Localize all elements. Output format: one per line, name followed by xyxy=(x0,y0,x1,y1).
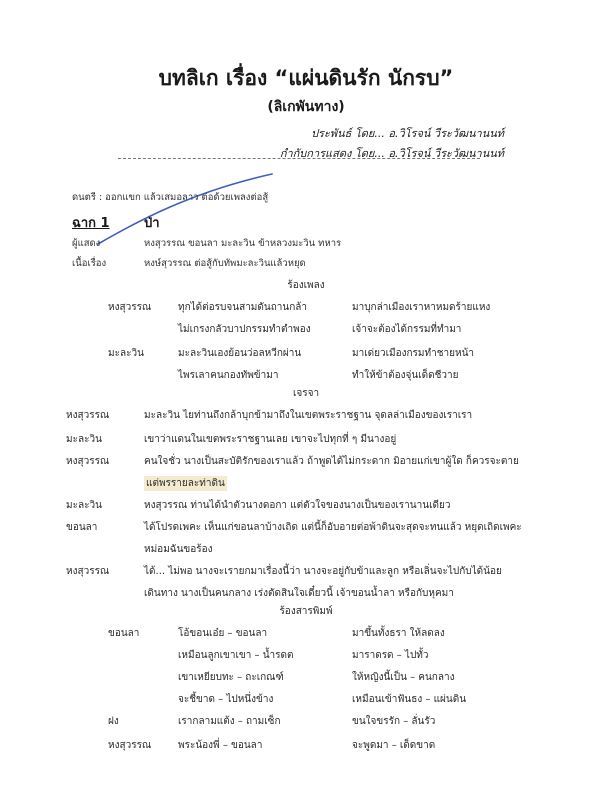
song-verse-left: เรากลามแต้ง – ถามเซ็ก xyxy=(178,716,281,727)
dialogue-text-continued: หม่อมฉันขอร้อง xyxy=(144,544,213,555)
song-verse-right: ทำให้ข้าต้องจุ่นเด็ดชีวาย xyxy=(352,370,459,381)
dialogue-text: ได้โปรดเพคะ เห็นแก่ขอนลาบ้างเถิด แต่นี้ก็อับอายต่อพ้าดินจะสุดจะทนแล้ว หยุดเถิดเพคะ xyxy=(144,522,522,533)
cast-value: หงสุวรรณ ขอนลา มะละวิน ข้าหลวงมะวิน ทหาร xyxy=(144,238,342,249)
song-verse-right: มาบุกล่าเมืองเราหาหมดร้ายแหง xyxy=(352,302,491,313)
song-verse-right: เจ้าจะต้องได้กรรมที่ทำมา xyxy=(352,324,462,335)
dialogue-speaker: หงสุวรรณ xyxy=(66,456,110,467)
song-speaker: ขอนลา xyxy=(108,628,140,639)
dialogue-heading: เจรจา xyxy=(292,388,320,399)
song-speaker: มะละวิน xyxy=(108,348,144,359)
dialogue-speaker: ขอนลา xyxy=(66,522,98,533)
song-verse-left: จะชี้ขาด – ไปหนึ่งข้าง xyxy=(178,694,274,705)
document-subtitle: (ลิเกพันทาง) xyxy=(267,99,345,115)
plot-label: เนื้อเรื่อง xyxy=(72,258,107,269)
dialogue-speaker: มะละวิน xyxy=(66,500,102,511)
song-verse-left: มะละวินเองย้อนว่อลหวีกผ่าน xyxy=(178,348,302,359)
song-speaker: หงสุวรรณ xyxy=(108,740,152,751)
document-title: บทลิเก เรื่อง “แผ่นดินรัก นักรบ” xyxy=(158,66,454,90)
song-verse-right: มาราดรด – ไปทั้ว xyxy=(352,650,429,661)
music-cue: ดนตรี : ออกแขก แล้วเสมอลาว ต่อด้วยเพลงต่อสู้ xyxy=(72,192,269,203)
dialogue-speaker: หงสุวรรณ xyxy=(66,410,110,421)
highlighted-phrase: แต่พรรายละท่าดิน xyxy=(146,478,225,489)
dialogue-text: เขาว่าแดนในเขตพระราชฐานเลย เขาจะไปทุกที่ ๆ มีนางอยู่ xyxy=(144,434,397,445)
song-verse-left: ไม่เกรงกลัวบาปกรรมทำตำพอง xyxy=(178,324,311,335)
song-verse-right: มาเด่ยวเมืองกรมทำชายหน้า xyxy=(352,348,475,359)
song-verse-right: ขนใจขรรัก – ลั่นรัว xyxy=(352,716,436,727)
song-verse-right: จะพูดมา – เด็ดขาด xyxy=(352,740,436,751)
writer-credit: ประพันธ์ โดย... อ.วิโรจน์ วีระวัฒนานนท์ xyxy=(311,127,504,140)
song-verse-left: เหมือนลูกเขาเขา – น้ำรดต xyxy=(178,650,294,661)
dialogue-text: มะละวิน ไยท่านถึงกล้าบุกข้ามาถึงในเขตพระราชฐาน จุดลล่าเมืองของเราเรา xyxy=(144,410,473,421)
song-verse-right: ให้หญิงนี้เป็น – คนกลาง xyxy=(352,672,455,683)
dialogue-text: ได้... ไม่พอ นางจะเรายกมาเรื่องนี้ว่า นางจะอยู่กับข้าและลูก หรือเลิ่นจะไปกับได้น้อย xyxy=(144,566,502,577)
scene-number: ฉาก 1 xyxy=(72,216,110,231)
song-verse-left: ทุกได้ต่อรบจนสามดันถานกล้า xyxy=(178,302,308,313)
plot-value: หงษ์สุวรรณ ต่อสู้กับทัพมะละวินแล้วหยุด xyxy=(144,258,306,269)
song-verse-left: โอ้ขอนเอ๋ย – ขอนลา xyxy=(178,628,268,639)
director-credit: กำกับการแสดง โดย... อ.วิโรจน์ วีระวัฒนานนท์ xyxy=(279,147,504,160)
song-verse-left: เขาเหยียบทะ – ถะเกณฑ์ xyxy=(178,672,284,683)
song-speaker: หงสุวรรณ xyxy=(108,302,152,313)
song-verse-right: เหมือนเข้าฟันธง – แผ่นดิน xyxy=(352,694,467,705)
song-verse-right: มาขึ้นทั้งธรา ให้ลดลง xyxy=(352,628,445,639)
cast-label: ผู้แสดง xyxy=(72,238,101,249)
dialogue-speaker: มะละวิน xyxy=(66,434,102,445)
dialogue-text: คนใจชั่ว นางเป็นสะบัติรักของเราแล้ว ถ้าพูดได้ไม่กระดาก มิอายแก่เขาผู้ใด ก็ควรจะตาย xyxy=(144,456,519,467)
dialogue-speaker: หงสุวรรณ xyxy=(66,566,110,577)
song-verse-left: ไพรเลาคนกองทัพข้ามา xyxy=(178,370,279,381)
scene-name: ป่า xyxy=(144,216,160,231)
song-heading: ร้องสารพิมพ์ xyxy=(279,606,333,617)
header-divider xyxy=(118,158,480,159)
song-verse-left: พระน้องพี่ – ขอนลา xyxy=(178,740,263,751)
dialogue-text: หงสุวรรณ ท่านได้นำตัวนางดอกา แต่ตัวใจของนางเป็นของเรานานเดียว xyxy=(144,500,451,511)
song-heading: ร้องเพลง xyxy=(287,280,325,291)
dialogue-text-continued: เดินทาง นางเป็นคนกลาง เร่งตัดสินใจเดี๋ยวนี้ เจ้าขอนน้ำลา หรือกับหุคมา xyxy=(144,588,454,599)
song-speaker: ฝง xyxy=(108,716,119,727)
